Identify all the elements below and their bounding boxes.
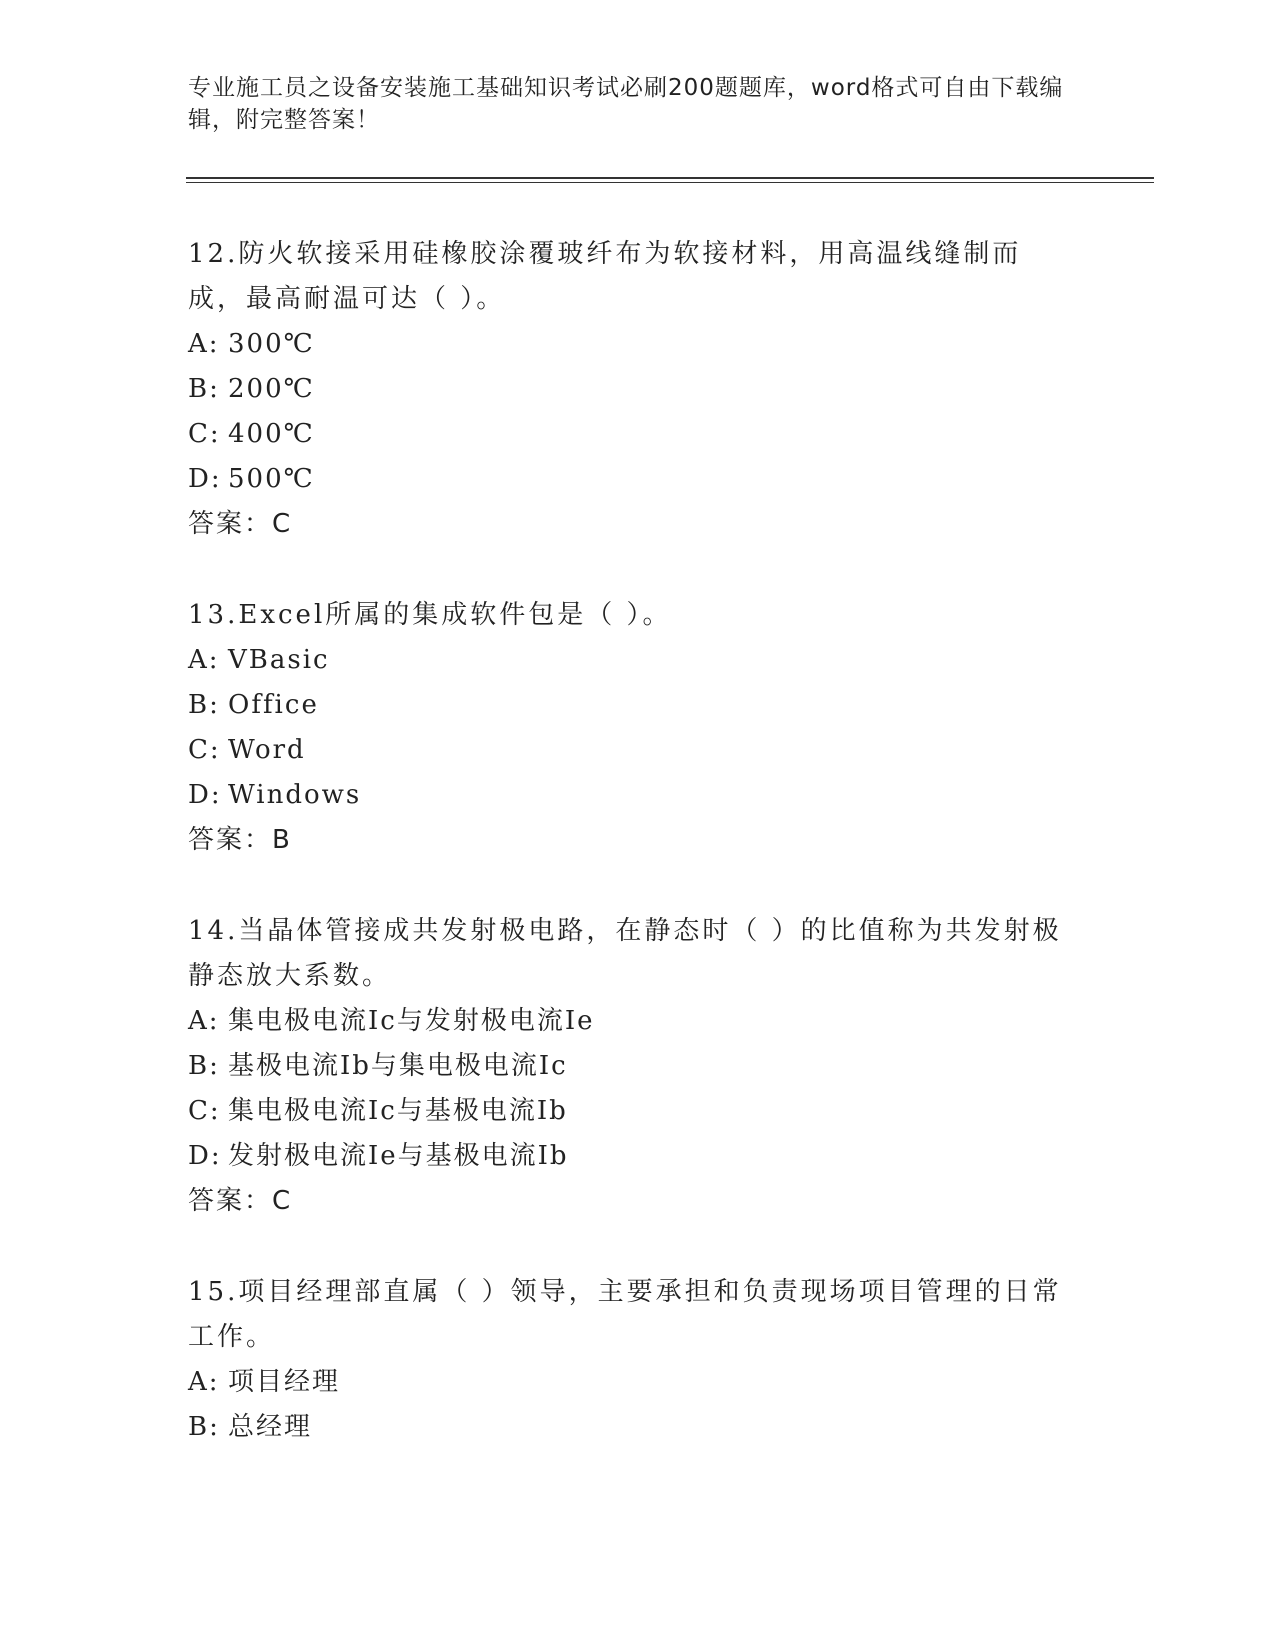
option-letter: C: [188, 419, 221, 449]
option-d [188, 773, 1068, 818]
option-letter: C: [188, 1096, 221, 1126]
option-b [188, 367, 1068, 412]
option-d [188, 457, 1068, 502]
option-text: Windows [228, 780, 362, 810]
answer-line: 答案：C [188, 509, 293, 539]
option-c [188, 1089, 1068, 1134]
option-a [188, 322, 1068, 367]
option-letter: A: [188, 645, 220, 675]
option-text: 基极电流Ib与集电极电流Ic [228, 1051, 568, 1081]
option-a [188, 1360, 1068, 1405]
option-text: 400℃ [228, 419, 315, 449]
option-letter: B: [188, 374, 220, 404]
answer-line: 答案：B [188, 825, 292, 855]
question-13 [188, 593, 1068, 863]
option-text: 总经理 [228, 1412, 313, 1442]
option-a [188, 999, 1068, 1044]
question-text: 15.项目经理部直属（ ）领导，主要承担和负责现场项目管理的日常工作。 [188, 1277, 1062, 1352]
option-text: 500℃ [228, 464, 315, 494]
option-d [188, 1134, 1068, 1179]
header-rule-thin [186, 182, 1154, 183]
option-text: 200℃ [228, 374, 315, 404]
question-15 [188, 1270, 1068, 1450]
option-text: Word [228, 735, 306, 765]
option-b [188, 1044, 1068, 1089]
option-b [188, 1405, 1068, 1450]
option-text: Office [228, 690, 319, 720]
option-letter: D: [188, 464, 222, 494]
option-text: VBasic [228, 645, 330, 675]
header-rule-thick [186, 177, 1154, 179]
option-letter: B: [188, 1412, 220, 1442]
option-text: 项目经理 [228, 1367, 341, 1397]
question-text: 12.防火软接采用硅橡胶涂覆玻纤布为软接材料，用高温线缝制而成，最高耐温可达（ ）。 [188, 239, 1022, 314]
option-b [188, 683, 1068, 728]
option-letter: B: [188, 690, 220, 720]
option-letter: C: [188, 735, 221, 765]
option-letter: A: [188, 329, 220, 359]
option-letter: D: [188, 780, 222, 810]
option-text: 发射极电流Ie与基极电流Ib [228, 1141, 569, 1171]
question-14 [188, 909, 1068, 1224]
question-text: 14.当晶体管接成共发射极电路，在静态时（ ）的比值称为共发射极静态放大系数。 [188, 916, 1062, 991]
question-text: 13.Excel所属的集成软件包是（ ）。 [188, 600, 672, 630]
option-text: 300℃ [228, 329, 315, 359]
document-header: 专业施工员之设备安装施工基础知识考试必刷200题题库，word格式可自由下载编辑，附完整答案！ [188, 75, 1064, 133]
option-a [188, 638, 1068, 683]
answer-line: 答案：C [188, 1186, 293, 1216]
option-text: 集电极电流Ic与发射极电流Ie [228, 1006, 595, 1036]
option-c [188, 412, 1068, 457]
question-12 [188, 232, 1068, 547]
question-list [188, 232, 1068, 1496]
option-letter: B: [188, 1051, 220, 1081]
option-text: 集电极电流Ic与基极电流Ib [228, 1096, 568, 1126]
option-c [188, 728, 1068, 773]
option-letter: A: [188, 1006, 220, 1036]
option-letter: D: [188, 1141, 222, 1171]
option-letter: A: [188, 1367, 220, 1397]
